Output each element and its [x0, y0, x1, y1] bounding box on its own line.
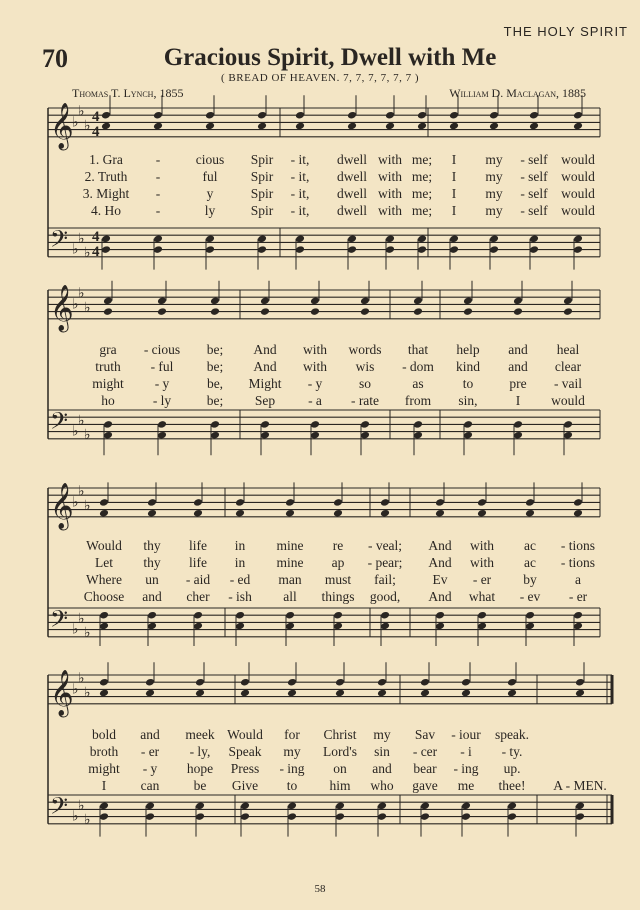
lyric-syllable: - self	[520, 186, 548, 201]
lyric-syllable: broth	[89, 744, 119, 759]
lyric-syllable: - ing	[453, 761, 479, 776]
lyric-syllable: Sep	[254, 393, 276, 408]
lyric-syllable: and	[508, 359, 528, 374]
lyric-syllable: - iour	[451, 727, 481, 742]
lyric-syllable: pre	[509, 376, 527, 391]
note-head	[240, 689, 250, 698]
lyric-syllable: and	[140, 727, 160, 742]
lyric-syllable: dwell	[337, 186, 367, 201]
lyric-syllable: be;	[206, 342, 224, 357]
flat-icon: ♭	[78, 611, 85, 627]
lyric-syllable: with	[377, 186, 403, 201]
lyric-syllable: - veal;	[367, 538, 403, 553]
lyric-syllable: be;	[206, 393, 224, 408]
flat-icon: ♭	[72, 809, 79, 825]
lyric-syllable: ac	[524, 555, 536, 570]
lyric-syllable: to	[286, 778, 298, 793]
lyric-syllable: And	[428, 589, 452, 604]
flat-icon: ♭	[72, 242, 79, 258]
lyric-syllable: sin,	[458, 393, 478, 408]
note-head	[420, 689, 430, 698]
lyric-syllable: -	[155, 169, 161, 184]
lyric-syllable: be,	[206, 376, 224, 391]
lyric-syllable: on	[333, 761, 347, 776]
lyric-syllable: - tions	[560, 555, 596, 570]
flat-icon: ♭	[72, 622, 79, 638]
lyric-syllable: help	[456, 342, 480, 357]
flat-icon: ♭	[72, 424, 79, 440]
lyric-syllable: and	[372, 761, 392, 776]
lyric-syllable: mine	[276, 555, 304, 570]
lyric-syllable: dwell	[337, 152, 367, 167]
lyric-syllable: bear	[413, 761, 437, 776]
lyric-syllable: with	[377, 152, 403, 167]
flat-icon: ♭	[84, 119, 91, 134]
lyric-syllable: kind	[455, 359, 481, 374]
hymn-title: Gracious Spirit, Dwell with Me	[163, 44, 497, 71]
section-heading: THE HOLY SPIRIT	[503, 24, 628, 39]
hymn-number: 70	[42, 44, 68, 73]
note-head	[461, 689, 471, 698]
time-signature: 4	[92, 229, 100, 245]
lyric-syllable: in	[234, 538, 246, 553]
lyric-syllable: - tions	[560, 538, 596, 553]
lyric-syllable: up.	[503, 761, 521, 776]
lyric-syllable: would	[561, 203, 595, 218]
lyric-syllable: - cious	[143, 342, 181, 357]
flat-icon: ♭	[78, 484, 85, 500]
lyric-syllable: -	[155, 186, 161, 201]
lyric-syllable: thy	[143, 555, 161, 570]
lyric-syllable: - it,	[290, 152, 310, 167]
lyric-syllable: hope	[186, 761, 214, 776]
lyric-syllable: Speak	[228, 744, 262, 759]
lyric-syllable: my	[373, 727, 391, 742]
composer-credit: William D. Maclagan, 1885	[449, 86, 586, 100]
bass-clef-icon: 𝄢	[50, 792, 69, 825]
lyric-syllable: 3. Might	[82, 186, 130, 201]
lyric-syllable: - ly	[152, 393, 172, 408]
lyric-syllable: my	[485, 169, 503, 184]
lyric-syllable: and	[508, 342, 528, 357]
flat-icon: ♭	[84, 813, 91, 829]
note-head	[145, 689, 155, 698]
note-head	[195, 689, 205, 698]
flat-icon: ♭	[78, 413, 85, 429]
lyric-syllable: And	[428, 555, 452, 570]
lyric-syllable: Lord's	[323, 744, 357, 759]
bass-clef-icon: 𝄢	[50, 605, 69, 638]
lyric-syllable: re	[332, 538, 344, 553]
lyric-syllable: me;	[411, 152, 433, 167]
treble-clef-icon: 𝄞	[50, 285, 74, 331]
lyric-syllable: - ed	[229, 572, 251, 587]
lyric-syllable: me;	[411, 169, 433, 184]
lyric-syllable: must	[324, 572, 352, 587]
lyric-syllable: Spir	[250, 203, 274, 218]
lyric-syllable: can	[140, 778, 160, 793]
lyric-syllable: all	[283, 589, 297, 604]
lyric-syllable: - ly,	[189, 744, 211, 759]
flat-icon: ♭	[84, 499, 91, 514]
lyric-syllable: truth	[95, 359, 121, 374]
lyric-syllable: dwell	[337, 169, 367, 184]
lyric-syllable: meek	[185, 727, 215, 742]
lyric-syllable: 1. Gra	[89, 152, 123, 167]
lyric-line	[0, 778, 640, 795]
bass-clef-icon: 𝄢	[50, 407, 69, 440]
lyric-syllable: me;	[411, 186, 433, 201]
note-head	[335, 689, 345, 698]
lyric-syllable: would	[561, 169, 595, 184]
lyric-syllable: Give	[231, 778, 259, 793]
lyric-syllable: I	[451, 203, 457, 218]
lyric-syllable: gra	[99, 342, 117, 357]
lyric-syllable: with	[377, 203, 403, 218]
lyric-syllable: might	[88, 761, 120, 776]
lyric-syllable: with	[302, 359, 328, 374]
lyric-syllable: bold	[91, 727, 117, 742]
lyric-syllable: I	[451, 152, 457, 167]
flat-icon: ♭	[84, 246, 91, 262]
lyric-syllable: me;	[411, 203, 433, 218]
lyric-syllable: me	[457, 778, 475, 793]
flat-icon: ♭	[72, 115, 79, 131]
lyric-syllable: - ish	[228, 589, 252, 604]
lyric-syllable: Spir	[250, 186, 274, 201]
lyric-syllable: sin	[374, 744, 390, 759]
lyric-syllable: with	[377, 169, 403, 184]
lyric-syllable: as	[412, 376, 424, 391]
flat-icon: ♭	[84, 428, 91, 444]
lyric-syllable: And	[253, 359, 277, 374]
lyric-syllable: - pear;	[367, 555, 403, 570]
lyric-syllable: - rate	[350, 393, 380, 408]
tune-name: ( BREAD OF HEAVEN. 7, 7, 7, 7, 7, 7 )	[221, 72, 419, 84]
lyric-syllable: him	[329, 778, 351, 793]
flat-icon: ♭	[72, 297, 79, 313]
flat-icon: ♭	[78, 104, 85, 120]
lyric-syllable: ho	[101, 393, 115, 408]
flat-icon: ♭	[78, 286, 85, 302]
lyric-line	[0, 727, 640, 744]
lyric-syllable: my	[485, 152, 503, 167]
lyric-syllable: - er	[568, 589, 588, 604]
lyric-syllable: Ev	[432, 572, 448, 587]
lyric-syllable: - ev	[519, 589, 541, 604]
lyric-syllable: I	[451, 169, 457, 184]
lyric-syllable: - it,	[290, 186, 310, 201]
note-head	[575, 689, 585, 698]
lyric-syllable: cious	[195, 152, 225, 167]
lyric-syllable: dwell	[337, 203, 367, 218]
lyric-syllable: ap	[331, 555, 345, 570]
lyric-syllable: be;	[206, 359, 224, 374]
lyric-syllable: mine	[276, 538, 304, 553]
lyric-syllable: ly	[204, 203, 216, 218]
lyric-syllable: -	[155, 152, 161, 167]
lyric-syllable: 4. Ho	[91, 203, 121, 218]
lyric-syllable: I	[515, 393, 521, 408]
lyric-syllable: my	[485, 186, 503, 201]
lyric-syllable: - ing	[279, 761, 305, 776]
lyric-syllable: ful	[202, 169, 218, 184]
lyric-syllable: thee!	[498, 778, 526, 793]
lyric-syllable: my	[283, 744, 301, 759]
lyric-syllable: things	[321, 589, 355, 604]
treble-clef-icon: 𝄞	[50, 103, 74, 149]
lyric-syllable: -	[155, 203, 161, 218]
lyric-syllable: what	[468, 589, 496, 604]
note-head	[99, 689, 109, 698]
lyric-syllable: - vail	[553, 376, 583, 391]
flat-icon: ♭	[78, 671, 85, 687]
lyric-syllable: wis	[355, 359, 375, 374]
lyric-syllable: be	[193, 778, 207, 793]
lyric-syllable: - y	[142, 761, 158, 776]
lyric-syllable: Christ	[323, 727, 357, 742]
lyric-line	[0, 744, 640, 761]
lyric-syllable: ac	[524, 538, 536, 553]
flat-icon: ♭	[78, 231, 85, 247]
page-number: 58	[314, 883, 326, 895]
note-head	[377, 689, 387, 698]
lyric-syllable: cher	[186, 589, 210, 604]
flat-icon: ♭	[84, 686, 91, 701]
lyric-syllable: with	[302, 342, 328, 357]
lyric-syllable: with	[469, 538, 495, 553]
lyric-syllable: - cer	[412, 744, 438, 759]
lyric-syllable: would	[561, 186, 595, 201]
treble-clef-icon: 𝄞	[50, 670, 74, 716]
lyric-syllable: from	[404, 393, 432, 408]
lyric-syllable: - self	[520, 203, 548, 218]
lyric-syllable: Might	[248, 376, 282, 391]
lyric-syllable: - it,	[290, 203, 310, 218]
lyric-syllable: Sav	[414, 727, 436, 742]
lyric-syllable: for	[284, 727, 300, 742]
note-head	[287, 689, 297, 698]
lyric-syllable: And	[428, 538, 452, 553]
lyric-syllable: Choose	[83, 589, 125, 604]
author-credit: Thomas T. Lynch, 1855	[72, 86, 184, 100]
lyric-syllable: y	[206, 186, 214, 201]
lyric-syllable: A - MEN.	[553, 778, 607, 793]
lyric-syllable: Spir	[250, 152, 274, 167]
lyric-syllable: I	[451, 186, 457, 201]
lyric-syllable: with	[469, 555, 495, 570]
flat-icon: ♭	[84, 626, 91, 642]
lyric-syllable: Let	[95, 555, 113, 570]
lyric-line	[0, 761, 640, 778]
lyric-syllable: Would	[86, 538, 122, 553]
lyric-syllable: life	[189, 555, 207, 570]
lyric-syllable: by	[523, 572, 537, 587]
treble-clef-icon: 𝄞	[50, 483, 74, 529]
lyric-syllable: And	[253, 342, 277, 357]
lyric-syllable: words	[348, 342, 382, 357]
lyric-syllable: might	[92, 376, 124, 391]
note-head	[507, 689, 517, 698]
lyric-syllable: in	[234, 555, 246, 570]
lyric-syllable: Spir	[250, 169, 274, 184]
lyric-syllable: gave	[412, 778, 438, 793]
lyric-syllable: so	[358, 376, 372, 391]
lyric-syllable: speak.	[494, 727, 530, 742]
lyric-syllable: to	[462, 376, 474, 391]
lyric-syllable: Would	[227, 727, 263, 742]
lyric-syllable: would	[561, 152, 595, 167]
lyric-syllable: - dom	[402, 359, 434, 374]
lyric-syllable: life	[189, 538, 207, 553]
flat-icon: ♭	[72, 495, 79, 511]
bass-clef-icon: 𝄢	[50, 225, 69, 258]
lyric-syllable: my	[485, 203, 503, 218]
lyric-syllable: - self	[520, 169, 548, 184]
flat-icon: ♭	[72, 682, 79, 698]
lyric-syllable: that	[407, 342, 429, 357]
lyric-syllable: thy	[143, 538, 161, 553]
flat-icon: ♭	[78, 798, 85, 814]
lyric-syllable: - ty.	[501, 744, 523, 759]
flat-icon: ♭	[84, 301, 91, 316]
lyric-syllable: man	[278, 572, 302, 587]
lyric-syllable: would	[551, 393, 585, 408]
lyric-syllable: fail;	[374, 572, 396, 587]
lyric-syllable: - a	[308, 393, 322, 408]
lyric-syllable: - ful	[150, 359, 174, 374]
time-signature: 4	[92, 124, 100, 140]
lyric-syllable: good,	[369, 589, 401, 604]
lyric-syllable: and	[142, 589, 162, 604]
lyric-syllable: - i	[460, 744, 472, 759]
time-signature: 4	[92, 244, 100, 260]
lyric-syllable: 2. Truth	[84, 169, 128, 184]
lyric-syllable: - self	[520, 152, 548, 167]
lyric-syllable: Press	[230, 761, 260, 776]
lyric-syllable: a	[575, 572, 581, 587]
lyric-syllable: - it,	[290, 169, 310, 184]
time-signature: 4	[92, 109, 100, 125]
lyric-syllable: - y	[154, 376, 170, 391]
lyric-syllable: - er	[472, 572, 492, 587]
lyric-syllable: who	[370, 778, 394, 793]
lyric-syllable: Where	[86, 572, 122, 587]
lyric-syllable: clear	[554, 359, 582, 374]
lyric-syllable: - aid	[185, 572, 211, 587]
lyric-syllable: - y	[307, 376, 323, 391]
lyric-syllable: heal	[556, 342, 580, 357]
lyric-syllable: - er	[140, 744, 160, 759]
lyric-syllable: I	[101, 778, 107, 793]
lyric-syllable: un	[145, 572, 159, 587]
